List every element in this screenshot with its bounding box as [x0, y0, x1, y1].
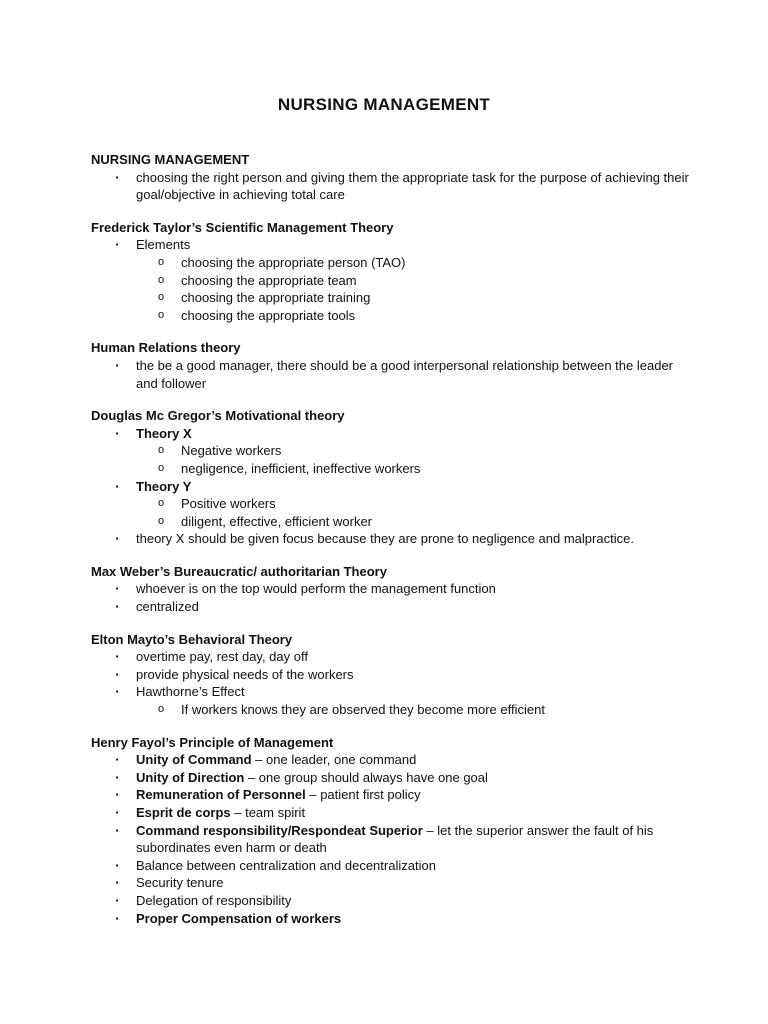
square-bullet-icon: ▪: [115, 428, 119, 438]
sub-list-item: [91, 307, 691, 325]
item-text: – one group should always have one goal: [244, 769, 488, 785]
item-text: Positive workers: [181, 496, 276, 512]
square-bullet-icon: ▪: [115, 602, 119, 612]
item-text: diligent, effective, efficient worker: [181, 513, 373, 529]
sub-list-item: [91, 460, 691, 478]
section-heading: Douglas Mc Gregor’s Motivational theory: [91, 408, 345, 424]
item-text: Negative workers: [181, 443, 282, 459]
square-bullet-icon: ▪: [115, 481, 119, 491]
item-term: Unity of Direction: [136, 769, 245, 785]
item-text: choosing the right person and giving them the appropriate task for the purpose of achieving their goal/objective in achieving total care: [136, 169, 689, 203]
circle-bullet-icon: o: [157, 444, 165, 457]
list-item: [91, 804, 691, 822]
item-term: Unity of Command: [136, 752, 252, 768]
section-nursing-management: [91, 151, 691, 204]
section-weber-theory: [91, 563, 691, 616]
section-heading: Max Weber’s Bureaucratic/ authoritarian Theory: [91, 563, 387, 579]
item-text: whoever is on the top would perform the management function: [136, 581, 496, 597]
square-bullet-icon: ▪: [115, 825, 119, 835]
square-bullet-icon: ▪: [115, 240, 119, 250]
square-bullet-icon: ▪: [115, 878, 119, 888]
list-item: [91, 822, 691, 857]
item-text: theory X should be given focus because they are prone to negligence and malpractice.: [136, 531, 634, 547]
item-text: Delegation of responsibility: [136, 892, 292, 908]
bullet-list: [91, 169, 691, 204]
square-bullet-icon: ▪: [115, 895, 119, 905]
square-bullet-icon: ▪: [115, 860, 119, 870]
list-item: [91, 666, 691, 684]
square-bullet-icon: ▪: [115, 772, 119, 782]
item-text: centralized: [136, 599, 199, 615]
square-bullet-icon: ▪: [115, 584, 119, 594]
section-heading: Elton Mayto’s Behavioral Theory: [91, 631, 293, 647]
bullet-list: [91, 425, 691, 548]
list-item: [91, 236, 691, 254]
bullet-list: [91, 357, 691, 392]
list-item: [91, 751, 691, 769]
sub-list-item: [91, 495, 691, 513]
section-taylor-theory: [91, 219, 691, 325]
item-text: the be a good manager, there should be a good interpersonal relationship between the leader and follower: [136, 357, 673, 391]
item-term: Esprit de corps: [136, 805, 231, 820]
item-text: choosing the appropriate training: [181, 290, 371, 306]
item-text: If workers knows they are observed they become more efficient: [181, 702, 545, 718]
list-item: [91, 357, 691, 392]
circle-bullet-icon: o: [157, 514, 165, 527]
square-bullet-icon: ▪: [115, 534, 119, 544]
section-heading: Frederick Taylor’s Scientific Management Theory: [91, 219, 394, 235]
item-term: Command responsibility/Respondeat Superior: [136, 822, 423, 838]
item-text: Elements: [136, 237, 191, 253]
document-body: [91, 151, 691, 942]
bullet-list: [91, 580, 691, 615]
bullet-list: [91, 648, 691, 718]
square-bullet-icon: ▪: [115, 172, 119, 182]
sub-list-item: [91, 289, 691, 307]
circle-bullet-icon: o: [157, 291, 165, 304]
section-fayol-principles: [91, 734, 691, 928]
section-mayo-theory: [91, 631, 691, 719]
list-item: [91, 425, 691, 443]
square-bullet-icon: ▪: [115, 913, 119, 923]
list-item: [91, 910, 691, 928]
square-bullet-icon: ▪: [115, 755, 119, 765]
list-item: [91, 683, 691, 701]
sub-list-item: [91, 272, 691, 290]
item-term: Remuneration of Personnel: [136, 787, 306, 803]
circle-bullet-icon: o: [157, 255, 165, 268]
item-text: – patient first policy: [305, 787, 421, 803]
item-text: provide physical needs of the workers: [136, 666, 354, 682]
circle-bullet-icon: o: [157, 703, 165, 716]
item-text: Theory X: [136, 425, 192, 441]
circle-bullet-icon: o: [157, 273, 165, 286]
item-text: Theory Y: [136, 478, 192, 494]
section-human-relations: [91, 339, 691, 392]
section-mcgregor-theory: [91, 407, 691, 548]
list-item: [91, 874, 691, 892]
item-text: overtime pay, rest day, day off: [136, 649, 308, 665]
square-bullet-icon: ▪: [115, 669, 119, 679]
section-heading: Human Relations theory: [91, 340, 241, 356]
square-bullet-icon: ▪: [115, 687, 119, 697]
list-item: [91, 769, 691, 787]
item-text: Hawthorne’s Effect: [136, 684, 245, 700]
list-item: [91, 786, 691, 804]
bullet-list: [91, 236, 691, 324]
item-text: – team spirit: [230, 805, 306, 820]
item-text: choosing the appropriate team: [181, 272, 357, 288]
list-item: [91, 648, 691, 666]
square-bullet-icon: ▪: [115, 360, 119, 370]
list-item: [91, 598, 691, 616]
list-item: [91, 892, 691, 910]
circle-bullet-icon: o: [157, 461, 165, 474]
square-bullet-icon: ▪: [115, 808, 119, 817]
circle-bullet-icon: o: [157, 308, 165, 321]
list-item: [91, 857, 691, 875]
item-text: – let the superior answer the fault of his subordinates even harm or death: [136, 822, 654, 856]
item-text: – one leader, one command: [251, 752, 417, 768]
item-term: Proper Compensation of workers: [136, 910, 342, 926]
sub-list-item: [91, 513, 691, 531]
list-item: [91, 580, 691, 598]
square-bullet-icon: ▪: [115, 790, 119, 800]
item-text: Balance between centralization and decentralization: [136, 857, 436, 873]
list-item: [91, 169, 691, 204]
circle-bullet-icon: o: [157, 497, 165, 510]
document-title: NURSING MANAGEMENT: [277, 95, 491, 114]
sub-list-item: [91, 442, 691, 460]
sub-list-item: [91, 701, 691, 719]
item-text: Security tenure: [136, 875, 224, 891]
section-heading: NURSING MANAGEMENT: [91, 152, 250, 167]
list-item: [91, 478, 691, 496]
item-text: choosing the appropriate person (TAO): [181, 254, 406, 270]
item-text: choosing the appropriate tools: [181, 307, 356, 323]
item-text: negligence, inefficient, ineffective workers: [181, 460, 421, 476]
list-item: [91, 530, 691, 548]
square-bullet-icon: ▪: [115, 652, 119, 662]
section-heading: Henry Fayol’s Principle of Management: [91, 734, 334, 750]
bullet-list: [91, 751, 691, 927]
sub-list-item: [91, 254, 691, 272]
